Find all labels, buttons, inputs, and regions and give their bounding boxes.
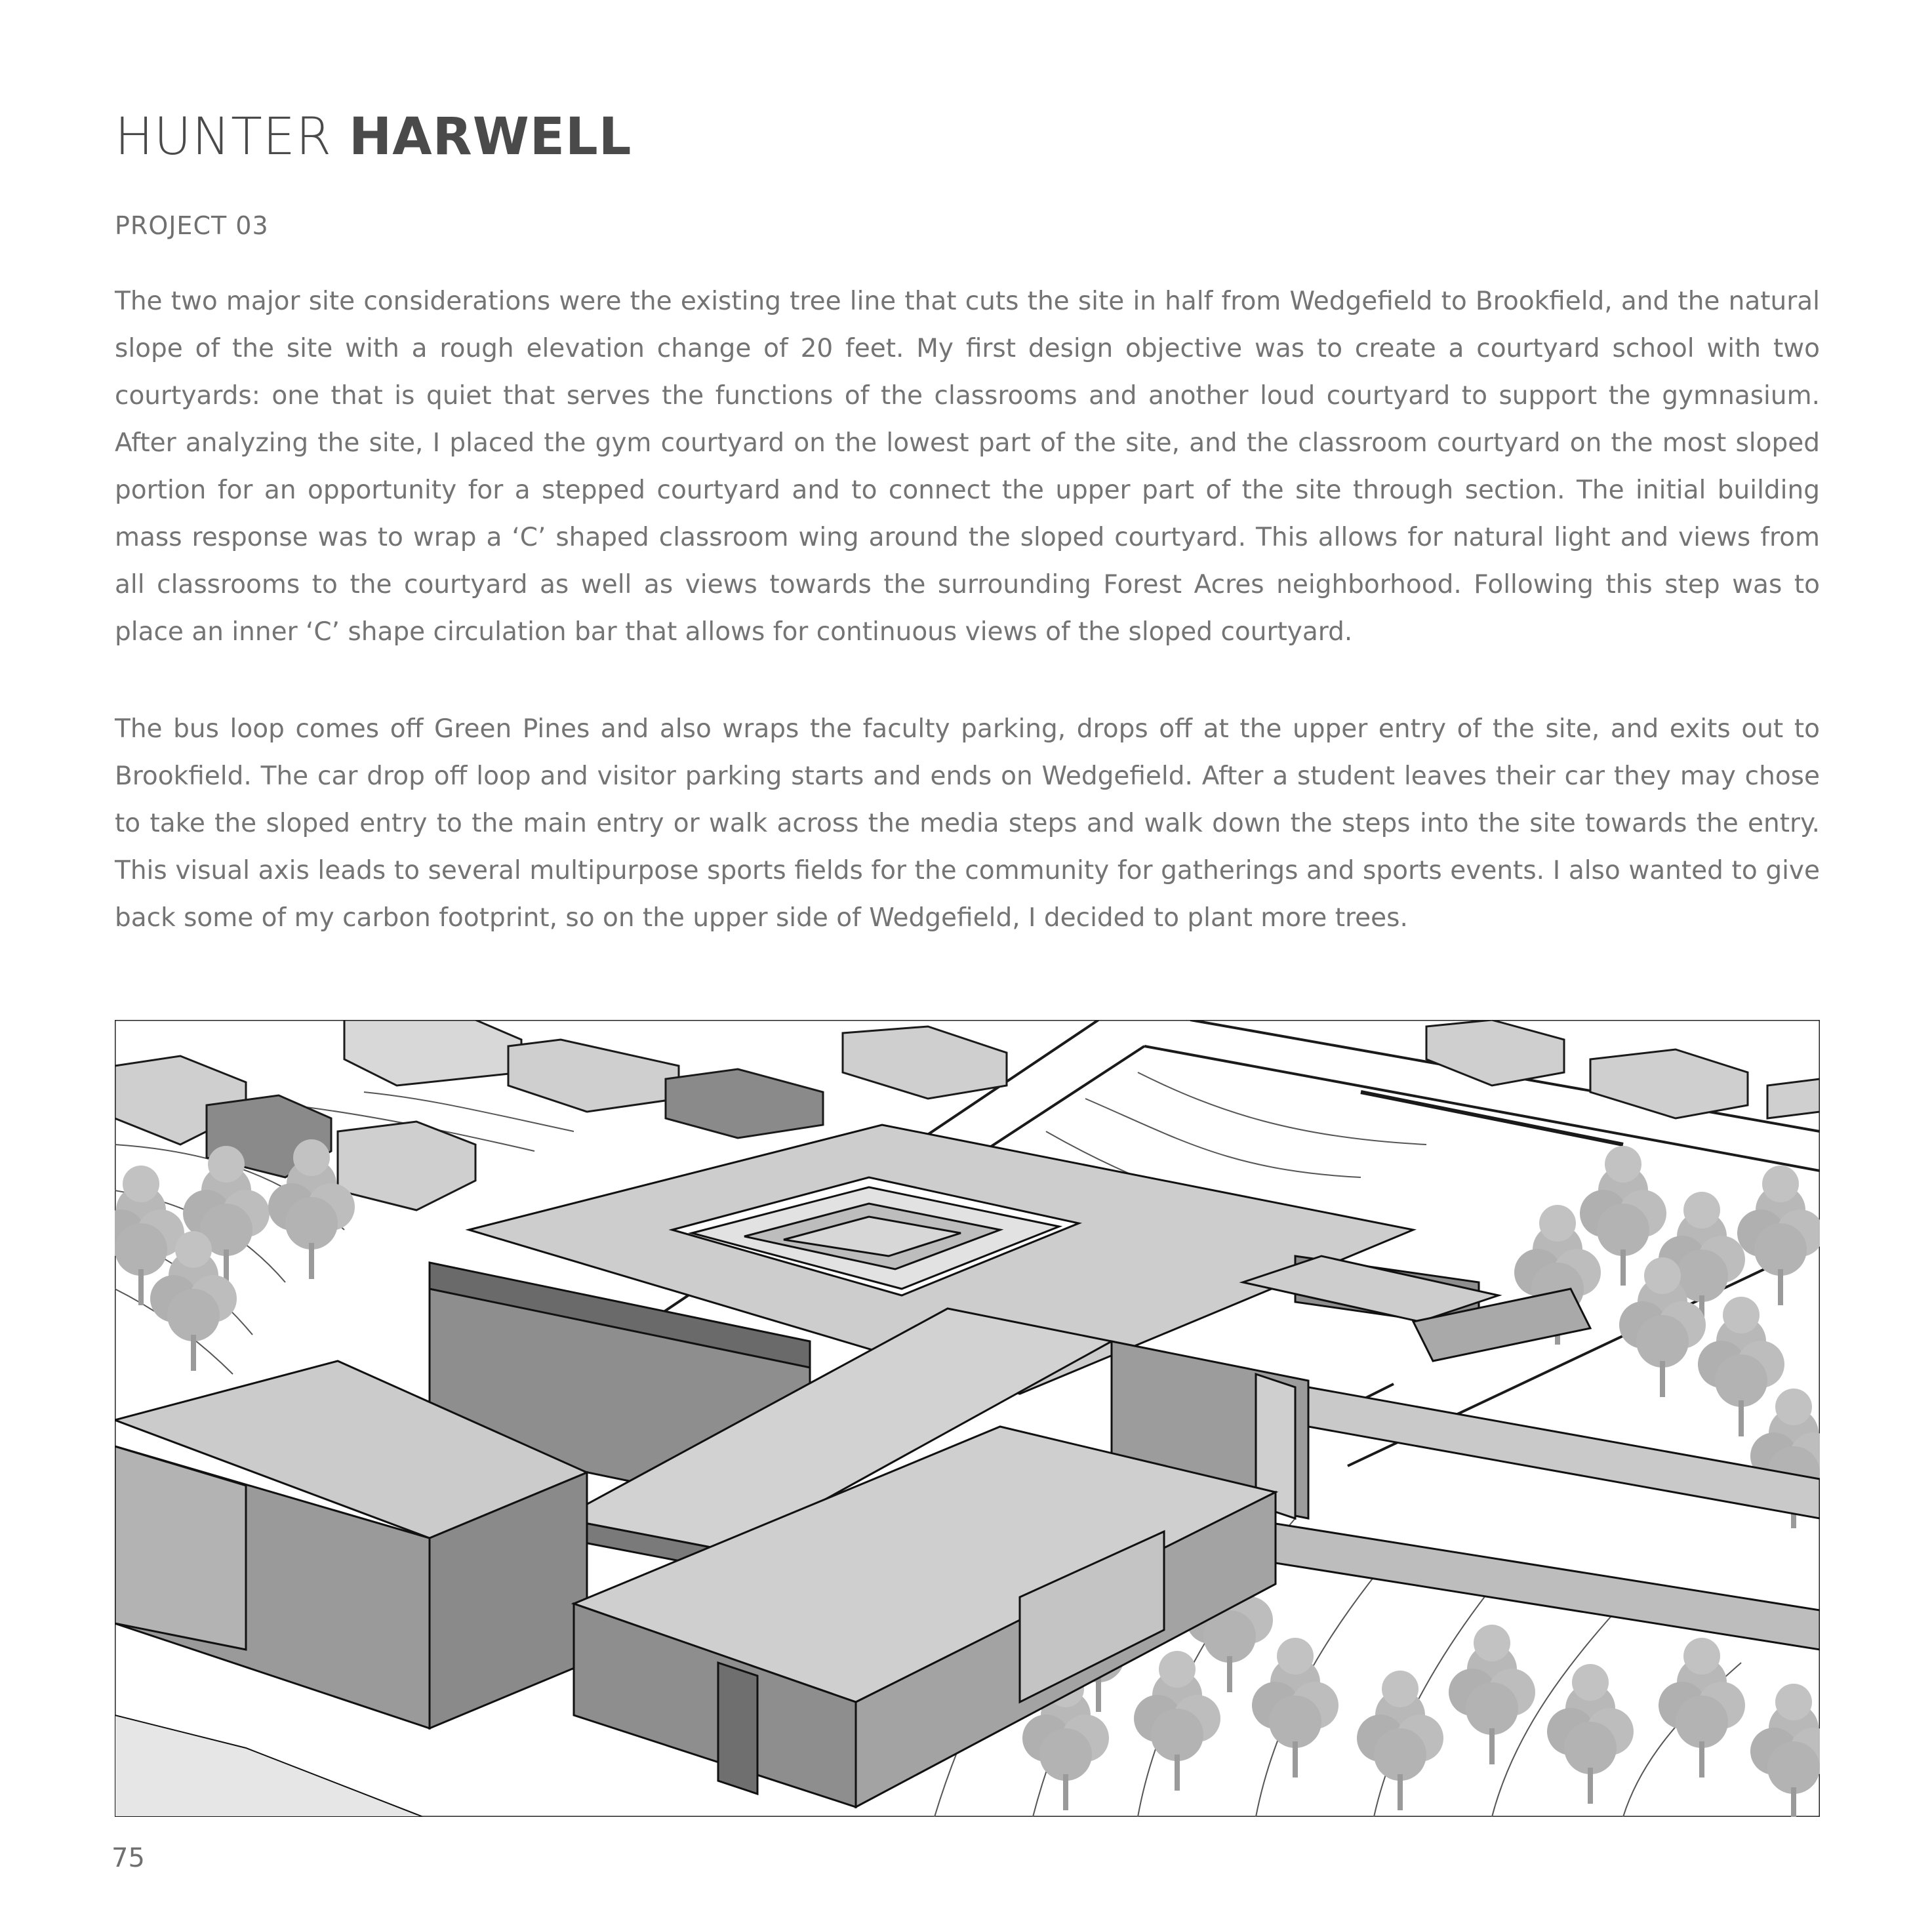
rendering-drawing (115, 1020, 1820, 1817)
description-paragraph-2: The bus loop comes off Green Pines and also wraps the faculty parking, drops off at the upper entry of the site, and exits out to Brookfield. The car drop off loop and visitor parking starts and ends on Wedgefield. After a student leaves their car they may chose to take the sloped entry to the main entry or walk across the media steps and walk down the steps into the site towards the entry. This visual axis leads to several multipurpose sports fields for the community for gatherings and sports events. I also wanted to give back some of my carbon footprint, so on the upper side of Wedgefield, I decided to plant more trees. (115, 714, 1820, 933)
description-paragraph-1: The two major site considerations were the existing tree line that cuts the site in half from Wedgefield to Brookfield, and the natural slope of the site with a rough elevation change of 20 feet. My first design objective was to create a courtyard school with two courtyards: one that is quiet that serves the functions of the classrooms and another loud courtyard to support the gymnasium. After analyzing the site, I placed the gym courtyard on the lowest part of the site, and the classroom courtyard on the most sloped portion for an opportunity for a stepped courtyard and to connect the upper part of the site through section. The initial building mass response was to wrap a ‘C’ shaped classroom wing around the sloped courtyard. This allows for natural light and views from all classrooms to the courtyard as well as views towards the surrounding Forest Acres neighborhood. Following this step was to place an inner ‘C’ shape circulation bar that allows for continuous views of the sloped courtyard. (115, 287, 1820, 647)
author-first-name: HUNTER (115, 108, 332, 167)
author-last-name: HARWELL (349, 108, 632, 167)
project-label: PROJECT 03 (115, 211, 269, 240)
author-name (115, 108, 632, 167)
school-axonometric-rendering (115, 1020, 1820, 1817)
page-number: 75 (111, 1843, 145, 1873)
